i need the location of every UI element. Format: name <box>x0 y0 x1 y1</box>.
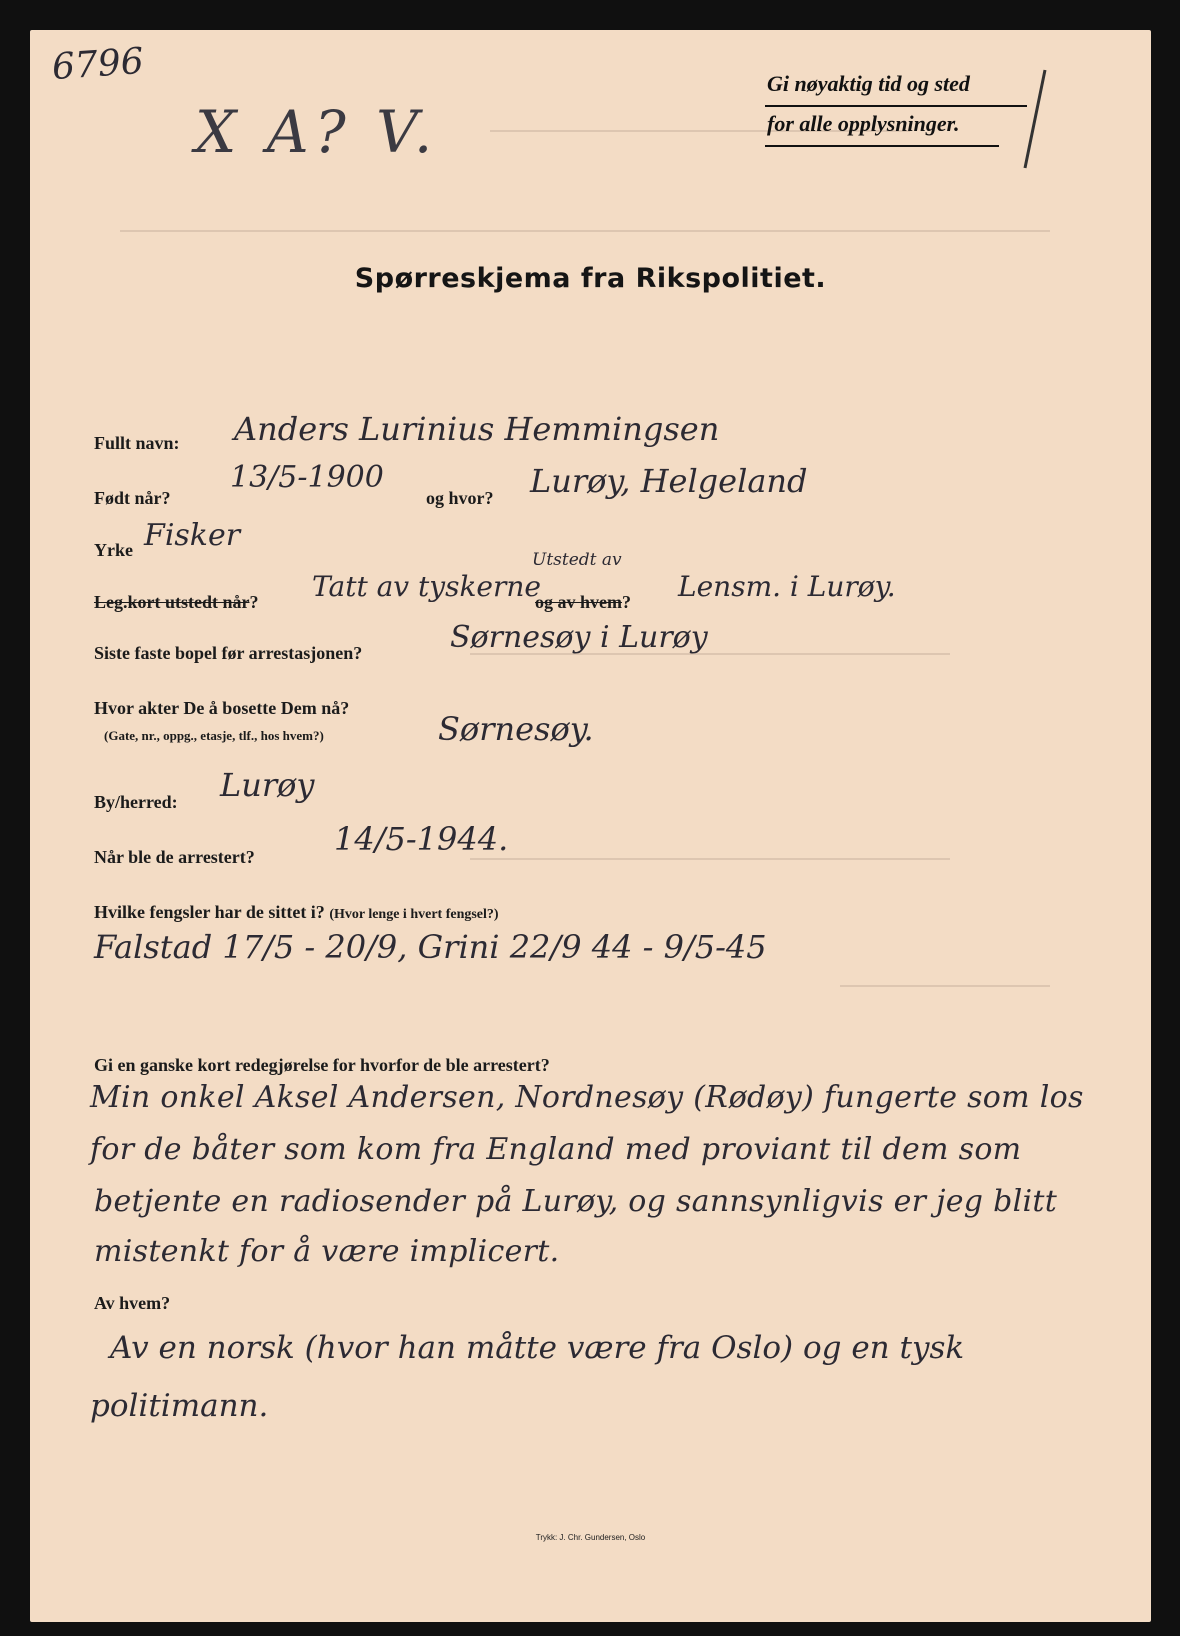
reference-number: 6796 <box>50 40 145 89</box>
form-title: Spørreskjema fra Rikspolitiet. <box>354 263 827 294</box>
label-prisons-text: Hvilke fengsler har de sittet i? <box>94 902 325 922</box>
label-settle-now: Hvor akter De å bosette Dem nå? <box>94 698 350 718</box>
question-mark: ? <box>622 592 631 612</box>
label-id-card-by-whom <box>535 592 631 613</box>
underline <box>765 145 999 147</box>
instruction-line-2: for alle opplysninger. <box>767 111 960 136</box>
value-occupation: Fisker <box>144 518 241 553</box>
label-id-card-text: Leg.kort utstedt når <box>94 592 250 612</box>
label-by-whom: Av hvem? <box>94 1293 171 1313</box>
label-municipality: By/herred: <box>94 792 178 812</box>
value-born-when: 13/5-1900 <box>230 460 384 495</box>
value-prisons: Falstad 17/5 - 20/9, Grini 22/9 44 - 9/5-45 <box>94 928 767 966</box>
by-whom-line-1: Av en norsk (hvor han måtte være fra Oslo) og en tysk <box>110 1330 965 1366</box>
label-last-address: Siste faste bopel før arrestasjonen? <box>94 643 363 663</box>
label-arrested-when: Når ble de arrestert? <box>94 847 255 867</box>
label-born-where: og hvor? <box>426 488 494 508</box>
by-whom-line-2: politimann. <box>90 1388 269 1424</box>
sublabel-settle-now: (Gate, nr., oppg., etasje, tlf., hos hvem?) <box>104 728 324 743</box>
printer-footer: Trykk: J. Chr. Gundersen, Oslo <box>535 1533 646 1542</box>
reason-line-4: mistenkt for å være implicert. <box>94 1234 560 1269</box>
reason-line-2: for de båter som kom fra England med proviant til dem som <box>90 1132 1022 1167</box>
label-id-card-by-whom-text: og av hvem <box>535 592 622 612</box>
label-occupation: Yrke <box>94 540 133 560</box>
question-mark: ? <box>249 592 259 612</box>
value-id-card-by-whom: Lensm. i Lurøy. <box>678 570 896 603</box>
value-municipality: Lurøy <box>220 766 315 804</box>
label-id-card <box>94 592 259 613</box>
reason-line-1: Min onkel Aksel Andersen, Nordnesøy (Rødøy) fungerte som los <box>90 1080 1084 1115</box>
label-full-name: Fullt navn: <box>94 433 180 453</box>
value-last-address: Sørnesøy i Lurøy <box>450 620 708 655</box>
sublabel-prisons: (Hvor lenge i hvert fengsel?) <box>329 907 499 922</box>
instruction-line-1: Gi nøyaktig tid og sted <box>767 71 970 96</box>
bleed-through-line <box>470 858 950 860</box>
value-full-name: Anders Lurinius Hemmingsen <box>234 410 720 448</box>
check-stroke <box>985 68 1055 173</box>
note-issued-by: Utstedt av <box>532 550 622 570</box>
label-prisons <box>94 902 499 923</box>
reason-line-3: betjente en radiosender på Lurøy, og sannsynligvis er jeg blitt <box>94 1184 1058 1219</box>
bleed-through-line <box>120 230 1050 232</box>
instruction-note <box>765 68 1055 173</box>
label-born-when: Født når? <box>94 488 171 508</box>
label-reason: Gi en ganske kort redegjørelse for hvorfor de ble arrestert? <box>94 1055 550 1075</box>
value-settle-now: Sørnesøy. <box>438 710 594 748</box>
form-page <box>30 30 1151 1622</box>
top-annotation: X A? V. <box>195 98 439 166</box>
value-born-where: Lurøy, Helgeland <box>530 462 808 500</box>
value-id-card: Tatt av tyskerne <box>312 570 541 603</box>
bleed-through-line <box>840 985 1050 987</box>
value-arrested-when: 14/5-1944. <box>334 820 509 858</box>
